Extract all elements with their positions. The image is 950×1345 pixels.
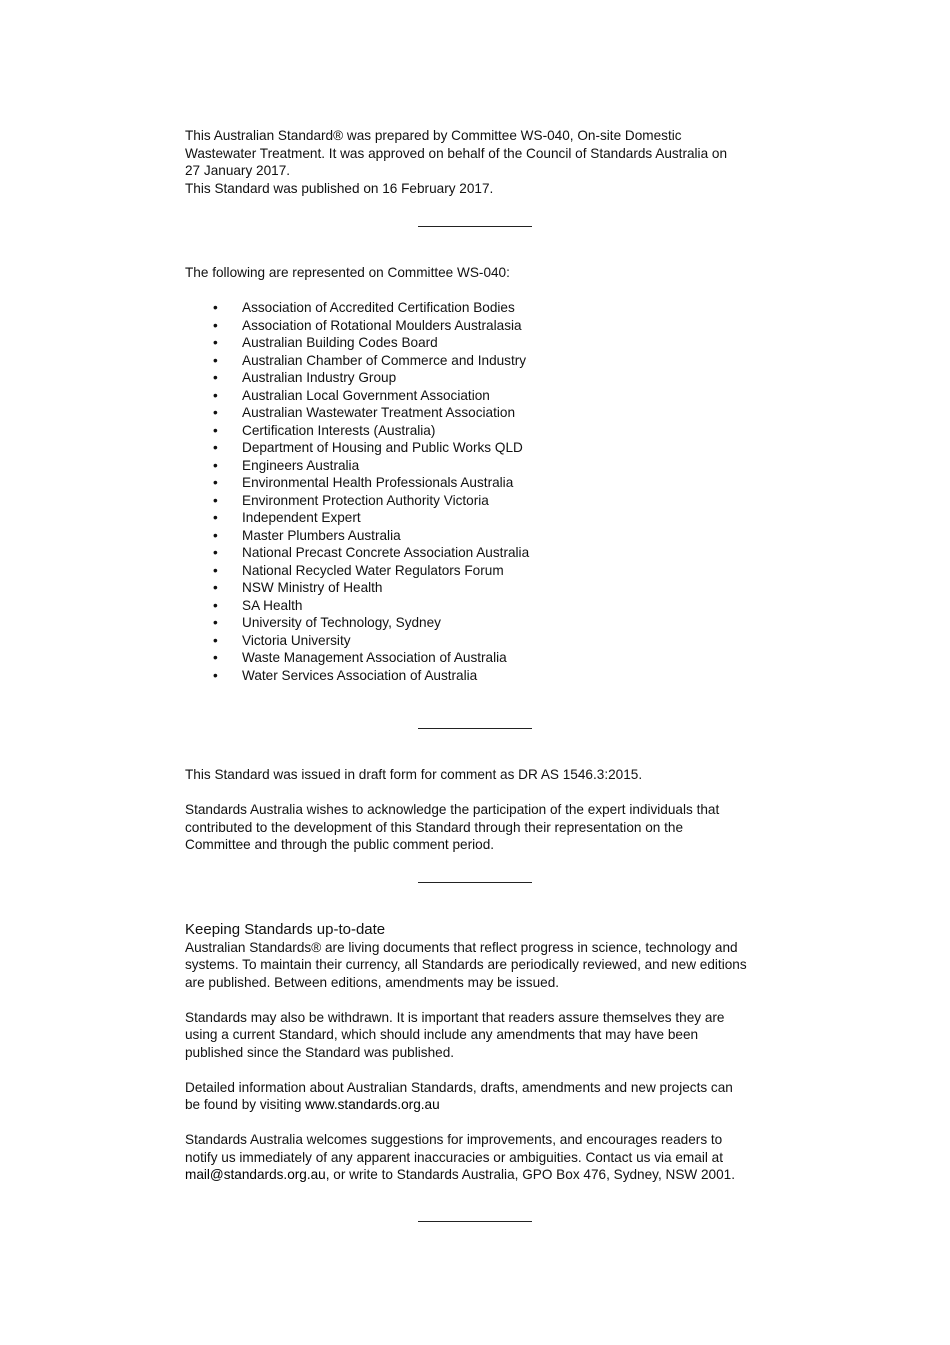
bullet-icon: • xyxy=(213,615,218,630)
committee-member-name: Australian Chamber of Commerce and Industry xyxy=(242,352,527,368)
living-documents-paragraph xyxy=(185,939,775,992)
committee-member-item xyxy=(185,597,775,615)
publication-date: This Standard was published on 16 February 2017. xyxy=(185,180,494,196)
email-link[interactable]: mail@standards.org.au xyxy=(185,1167,326,1182)
approval-statement xyxy=(185,127,775,197)
bullet-icon: • xyxy=(213,475,218,490)
bullet-icon: • xyxy=(213,387,218,403)
committee-member-name: National Precast Concrete Association Australia xyxy=(242,545,530,560)
acknowledgement-line: Committee and through the public comment period. xyxy=(185,837,495,852)
paragraph-line: are published. Between editions, amendments may be issued. xyxy=(185,974,560,990)
section-divider xyxy=(418,1221,532,1222)
committee-member-name: NSW Ministry of Health xyxy=(242,580,383,595)
committee-member-name: Waste Management Association of Australia xyxy=(242,650,507,665)
committee-member-item xyxy=(185,527,775,545)
visit-prefix: be found by visiting xyxy=(185,1097,306,1112)
committee-member-name: Water Services Association of Australia xyxy=(242,667,478,683)
committee-member-name: Victoria University xyxy=(242,632,351,648)
committee-member-item xyxy=(185,387,775,405)
acknowledgement-line: Standards Australia wishes to acknowledge the participation of the expert individuals that xyxy=(185,802,720,817)
paragraph-line: published since the Standard was published. xyxy=(185,1044,455,1060)
committee-member-name: Certification Interests (Australia) xyxy=(242,422,436,438)
bullet-icon: • xyxy=(213,562,218,578)
committee-member-name: Australian Industry Group xyxy=(242,370,397,385)
committee-member-name: Department of Housing and Public Works QLD xyxy=(242,440,523,455)
committee-member-name: Independent Expert xyxy=(242,510,361,525)
acknowledgement-line: contributed to the development of this Standard through their representation on the xyxy=(185,819,684,835)
contact-paragraph xyxy=(185,1131,775,1184)
bullet-icon: • xyxy=(213,440,218,455)
withdrawal-paragraph xyxy=(185,1009,775,1062)
bullet-icon: • xyxy=(213,317,218,333)
committee-member-name: Environment Protection Authority Victoria xyxy=(242,492,489,508)
committee-member-item xyxy=(185,404,775,422)
committee-member-name: Association of Accredited Certification Bodies xyxy=(242,300,515,315)
committee-member-item xyxy=(185,614,775,632)
committee-member-item xyxy=(185,474,775,492)
website-link[interactable]: www.standards.org.au xyxy=(305,1097,440,1112)
committee-member-item xyxy=(185,369,775,387)
bullet-icon: • xyxy=(213,405,218,420)
bullet-icon: • xyxy=(213,422,218,438)
committee-member-name: Environmental Health Professionals Australia xyxy=(242,475,514,490)
paragraph-line: using a current Standard, which should include any amendments that may have been xyxy=(185,1027,699,1042)
committee-member-item xyxy=(185,317,775,335)
paragraph-line: Detailed information about Australian Standards, drafts, amendments and new projects can xyxy=(185,1079,733,1095)
bullet-icon: • xyxy=(213,300,218,315)
committee-intro: The following are represented on Committee WS-040: xyxy=(185,265,510,280)
bullet-icon: • xyxy=(213,545,218,560)
committee-member-name: National Recycled Water Regulators Forum xyxy=(242,562,504,578)
bullet-icon: • xyxy=(213,650,218,665)
bullet-icon: • xyxy=(213,370,218,385)
committee-member-item xyxy=(185,667,775,685)
bullet-icon: • xyxy=(213,457,218,473)
committee-member-item xyxy=(185,492,775,510)
bullet-icon: • xyxy=(213,597,218,613)
bullet-icon: • xyxy=(213,352,218,368)
committee-member-list xyxy=(185,299,775,684)
approval-line-3: 27 January 2017. xyxy=(185,163,291,178)
committee-member-item xyxy=(185,334,775,352)
paragraph-line xyxy=(185,1166,775,1184)
paragraph-line: Australian Standards® are living documents that reflect progress in science, technology and xyxy=(185,939,738,955)
paragraph-line: notify us immediately of any apparent inaccuracies or ambiguities. Contact us via email at xyxy=(185,1149,723,1165)
bullet-icon: • xyxy=(213,527,218,543)
postal-address: , or write to Standards Australia, GPO Box 476, Sydney, NSW 2001. xyxy=(325,1167,736,1182)
committee-member-name: Association of Rotational Moulders Australasia xyxy=(242,317,522,333)
bullet-icon: • xyxy=(213,335,218,350)
paragraph-line: Standards may also be withdrawn. It is important that readers assure themselves they are xyxy=(185,1009,725,1025)
approval-line-1: This Australian Standard® was prepared by Committee WS-040, On-site Domestic xyxy=(185,128,682,143)
committee-member-name: Australian Wastewater Treatment Association xyxy=(242,405,516,420)
committee-member-item xyxy=(185,299,775,317)
committee-member-item xyxy=(185,649,775,667)
bullet-icon: • xyxy=(213,632,218,648)
bullet-icon: • xyxy=(213,580,218,595)
committee-member-item xyxy=(185,632,775,650)
paragraph-line: Standards Australia welcomes suggestions for improvements, and encourages readers to xyxy=(185,1132,723,1147)
draft-statement: This Standard was issued in draft form for comment as DR AS 1546.3:2015. xyxy=(185,767,643,782)
committee-member-name: Master Plumbers Australia xyxy=(242,527,401,543)
section-heading: Keeping Standards up-to-date xyxy=(185,920,386,938)
committee-member-item xyxy=(185,579,775,597)
bullet-icon: • xyxy=(213,667,218,683)
committee-member-item xyxy=(185,422,775,440)
paragraph-line: systems. To maintain their currency, all Standards are periodically reviewed, and new editions xyxy=(185,957,747,972)
committee-member-name: University of Technology, Sydney xyxy=(242,615,441,630)
committee-member-name: Australian Building Codes Board xyxy=(242,335,438,350)
committee-member-item xyxy=(185,544,775,562)
committee-member-name: Australian Local Government Association xyxy=(242,387,490,403)
committee-member-name: SA Health xyxy=(242,597,303,613)
paragraph-line xyxy=(185,1096,775,1114)
document-page xyxy=(185,127,775,1222)
bullet-icon: • xyxy=(213,492,218,508)
committee-member-name: Engineers Australia xyxy=(242,457,360,473)
committee-member-item xyxy=(185,562,775,580)
committee-member-item xyxy=(185,457,775,475)
committee-member-item xyxy=(185,509,775,527)
information-paragraph xyxy=(185,1079,775,1114)
approval-line-2: Wastewater Treatment. It was approved on behalf of the Council of Standards Australia on xyxy=(185,145,728,161)
committee-member-item xyxy=(185,352,775,370)
bullet-icon: • xyxy=(213,510,218,525)
committee-member-item xyxy=(185,439,775,457)
acknowledgement-paragraph xyxy=(185,801,775,854)
